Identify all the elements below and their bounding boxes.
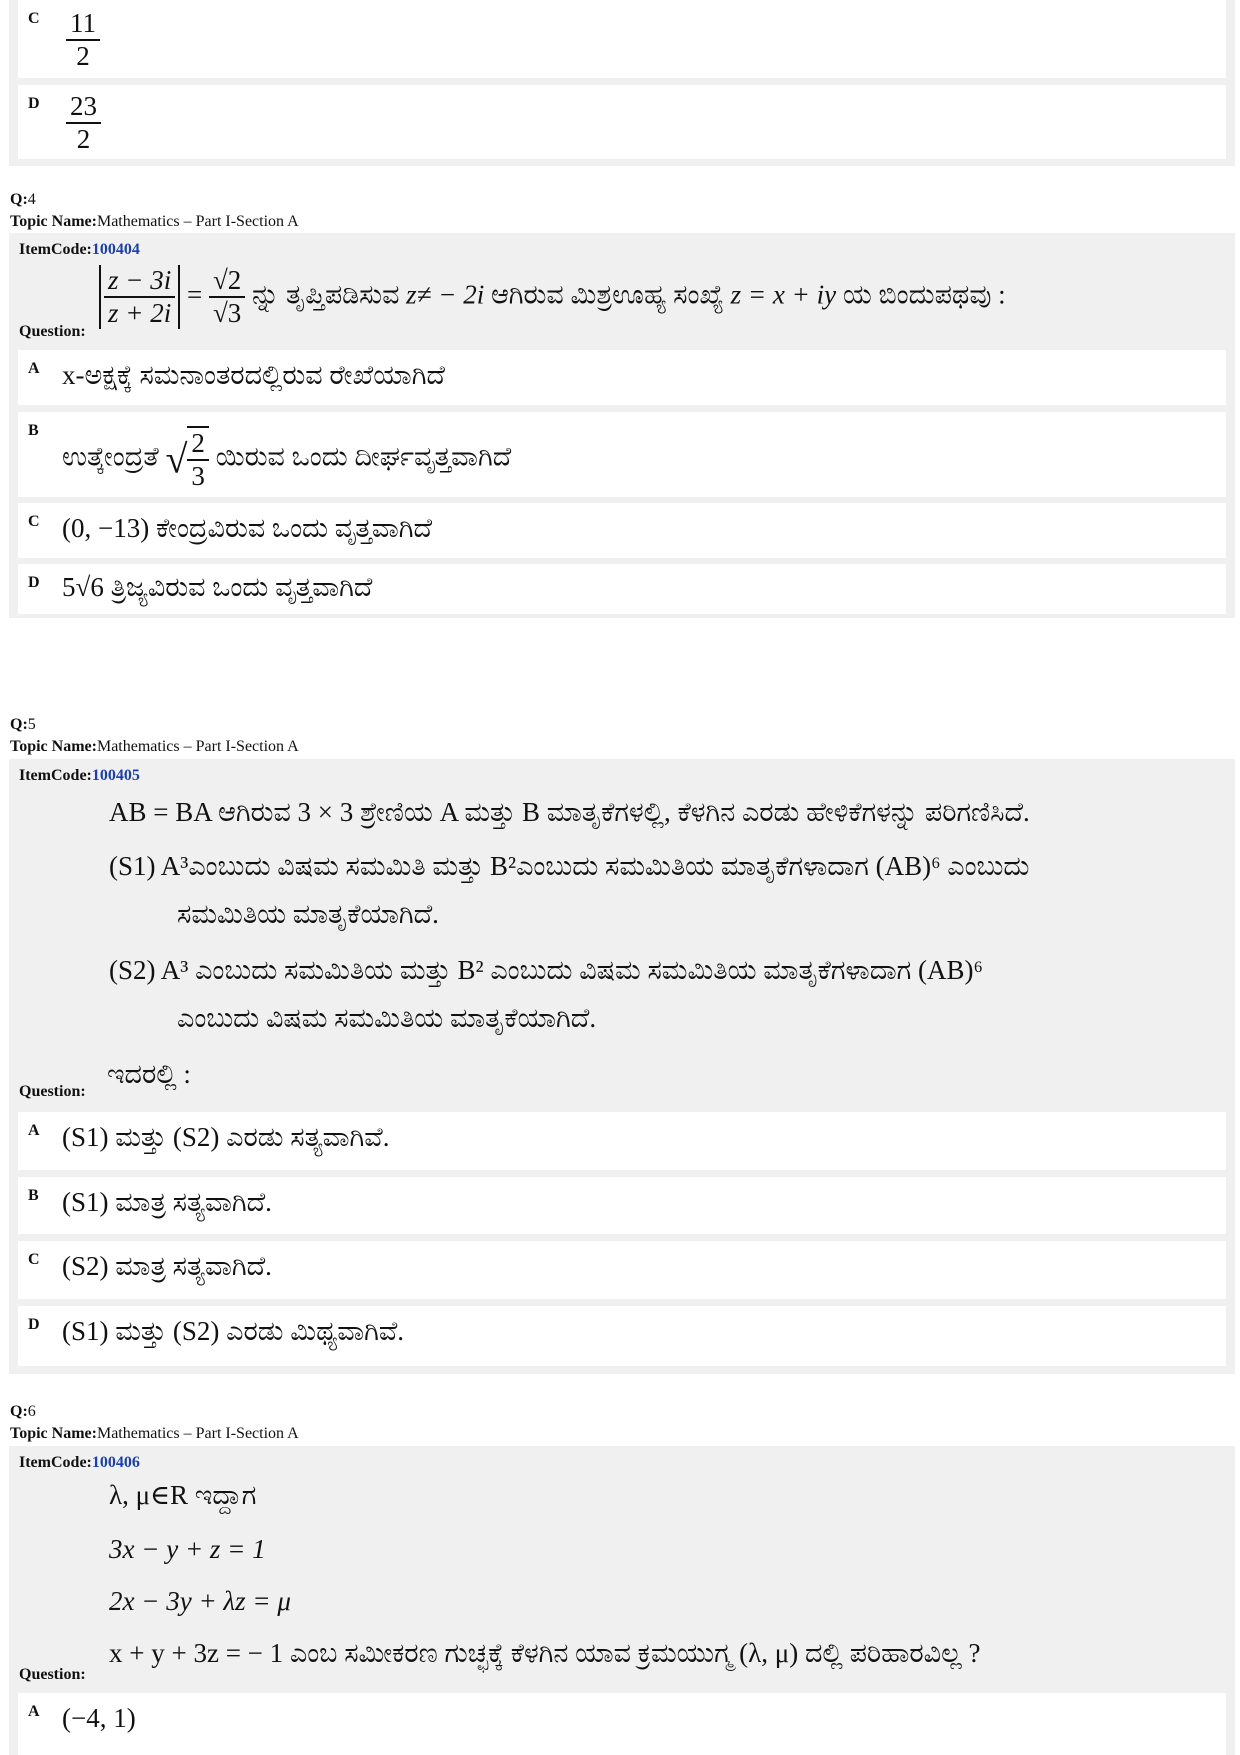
option-text: ಉತ್ಕೇಂದ್ರತೆ √ $\frac{2}{3}$ ಯಿರುವ ಒಂದು ದೀರ್ಘವೃತ್ತವಾಗಿದೆ	[62, 428, 512, 492]
question-line-1: λ, μ∈R ಇದ್ದಾಗ	[109, 1480, 257, 1510]
q4-frame	[9, 233, 1235, 618]
question-line-end: ಇದರಲ್ಲಿ :	[107, 1059, 191, 1089]
question-label: Question:	[19, 1083, 86, 1100]
option-text: (0, −13) ಕೇಂದ್ರವಿರುವ ಒಂದು ವೃತ್ತವಾಗಿದೆ	[62, 513, 433, 543]
q6-frame	[9, 1446, 1235, 1755]
q3-options-frame	[9, 0, 1235, 166]
modulus-expression: $\frac{z - 3i}{z + 2i}$	[99, 265, 180, 329]
item-code: ItemCode:100405	[19, 767, 140, 784]
option-row-d: D (S1) ಮತ್ತು (S2) ಎರಡು ಮಿಥ್ಯವಾಗಿವೆ.	[18, 1306, 1226, 1366]
option-row-c	[18, 0, 1226, 78]
option-text: (−4, 1)	[62, 1703, 136, 1733]
option-row-a: A (−4, 1)	[18, 1693, 1226, 1755]
option-text: (S2) ಮಾತ್ರ ಸತ್ಯವಾಗಿದೆ.	[62, 1251, 272, 1281]
option-row-c: C (S2) ಮಾತ್ರ ಸತ್ಯವಾಗಿದೆ.	[18, 1241, 1226, 1299]
question-label: Question:	[19, 323, 86, 340]
question-text: $\frac{z - 3i}{z + 2i}$ = $\frac{√2}{√3}$ ನ್ನು ತೃಪ್ತಿಪಡಿಸುವ z≠ − 2i ಆಗಿರುವ ಮಿಶ್ರಊಹ್ಯ ಸಂಖ್ಯೆ z = x + iy ಯ ಬಿಂದುಪಥವು :	[99, 265, 1006, 329]
statement-s2-cont: ಎಂಬುದು ವಿಷಮ ಸಮಮಿತಿಯ ಮಾತೃಕೆಯಾಗಿದೆ.	[177, 1003, 597, 1033]
statement-s1: (S1) A³ಎಂಬುದು ವಿಷಮ ಸಮಮಿತಿ ಮತ್ತು B²ಎಂಬುದು ಸಮಮಿತಿಯ ಮಾತೃಕೆಗಳಾದಾಗ (AB)⁶ ಎಂಬುದು	[109, 851, 1030, 881]
option-row-d	[18, 85, 1226, 159]
option-text: 5√6 ತ್ರಿಜ್ಯವಿರುವ ಒಂದು ವೃತ್ತವಾಗಿದೆ	[62, 572, 373, 602]
question-number: Q:4	[10, 191, 36, 208]
option-text: (S1) ಮತ್ತು (S2) ಎರಡು ಮಿಥ್ಯವಾಗಿವೆ.	[62, 1316, 405, 1346]
question-number: Q:6	[10, 1403, 36, 1420]
option-text: x-ಅಕ್ಷಕ್ಕೆ ಸಮನಾಂತರದಲ್ಲಿರುವ ರೇಖೆಯಾಗಿದೆ	[62, 360, 445, 390]
statement-s2: (S2) A³ ಎಂಬುದು ಸಮಮಿತಿಯ ಮತ್ತು B² ಎಂಬುದು ವಿಷಮ ಸಮಮಿತಿಯ ಮಾತೃಕೆಗಳಾದಾಗ (AB)⁶	[109, 955, 983, 985]
question-label: Question:	[19, 1666, 86, 1683]
topic-name: Topic Name:Mathematics – Part I-Section A	[10, 738, 299, 755]
q5-frame	[9, 759, 1235, 1374]
option-row-d: D 5√6 ತ್ರಿಜ್ಯವಿರುವ ಒಂದು ವೃತ್ತವಾಗಿದೆ	[18, 564, 1226, 614]
item-code: ItemCode:100404	[19, 241, 140, 258]
question-line-1: AB = BA ಆಗಿರುವ 3 × 3 ಶ್ರೇಣಿಯ A ಮತ್ತು B ಮಾತೃಕೆಗಳಲ್ಲಿ, ಕೆಳಗಿನ ಎರಡು ಹೇಳಿಕೆಗಳನ್ನು ಪರಿಗಣಿಸಿದೆ.	[109, 797, 1030, 827]
option-fraction: $\frac{23}{2}$	[66, 91, 101, 155]
option-label: C	[28, 10, 40, 27]
statement-s1-cont: ಸಮಮಿತಿಯ ಮಾತೃಕೆಯಾಗಿದೆ.	[177, 899, 439, 929]
equation-3: x + y + 3z = − 1 ಎಂಬ ಸಮೀಕರಣ ಗುಚ್ಛಕ್ಕೆ ಕೆಳಗಿನ ಯಾವ ಕ್ರಮಯುಗ್ಮ (λ, μ) ದಲ್ಲಿ ಪರಿಹಾರವಿಲ್ಲ ?	[109, 1638, 981, 1668]
option-row-b: B (S1) ಮಾತ್ರ ಸತ್ಯವಾಗಿದೆ.	[18, 1177, 1226, 1234]
equation-1: 3x − y + z = 1	[109, 1534, 266, 1564]
option-fraction: $\frac{11}{2}$	[66, 8, 100, 72]
equation-2: 2x − 3y + λz = μ	[109, 1586, 291, 1616]
option-row-a: A x-ಅಕ್ಷಕ್ಕೆ ಸಮನಾಂತರದಲ್ಲಿರುವ ರೇಖೆಯಾಗಿದೆ	[18, 350, 1226, 405]
question-number: Q:5	[10, 716, 36, 733]
topic-name: Topic Name:Mathematics – Part I-Section A	[10, 213, 299, 230]
option-row-b: B ಉತ್ಕೇಂದ್ರತೆ √ $\frac{2}{3}$ ಯಿರುವ ಒಂದು ದೀರ್ಘವೃತ್ತವಾಗಿದೆ	[18, 412, 1226, 497]
option-row-c: C (0, −13) ಕೇಂದ್ರವಿರುವ ಒಂದು ವೃತ್ತವಾಗಿದೆ	[18, 503, 1226, 558]
option-text: (S1) ಮಾತ್ರ ಸತ್ಯವಾಗಿದೆ.	[62, 1187, 272, 1217]
topic-name: Topic Name:Mathematics – Part I-Section A	[10, 1425, 299, 1442]
option-row-a: A (S1) ಮತ್ತು (S2) ಎರಡು ಸತ್ಯವಾಗಿವೆ.	[18, 1112, 1226, 1170]
option-text: (S1) ಮತ್ತು (S2) ಎರಡು ಸತ್ಯವಾಗಿವೆ.	[62, 1122, 390, 1152]
item-code: ItemCode:100406	[19, 1454, 140, 1471]
option-label: D	[28, 95, 40, 112]
